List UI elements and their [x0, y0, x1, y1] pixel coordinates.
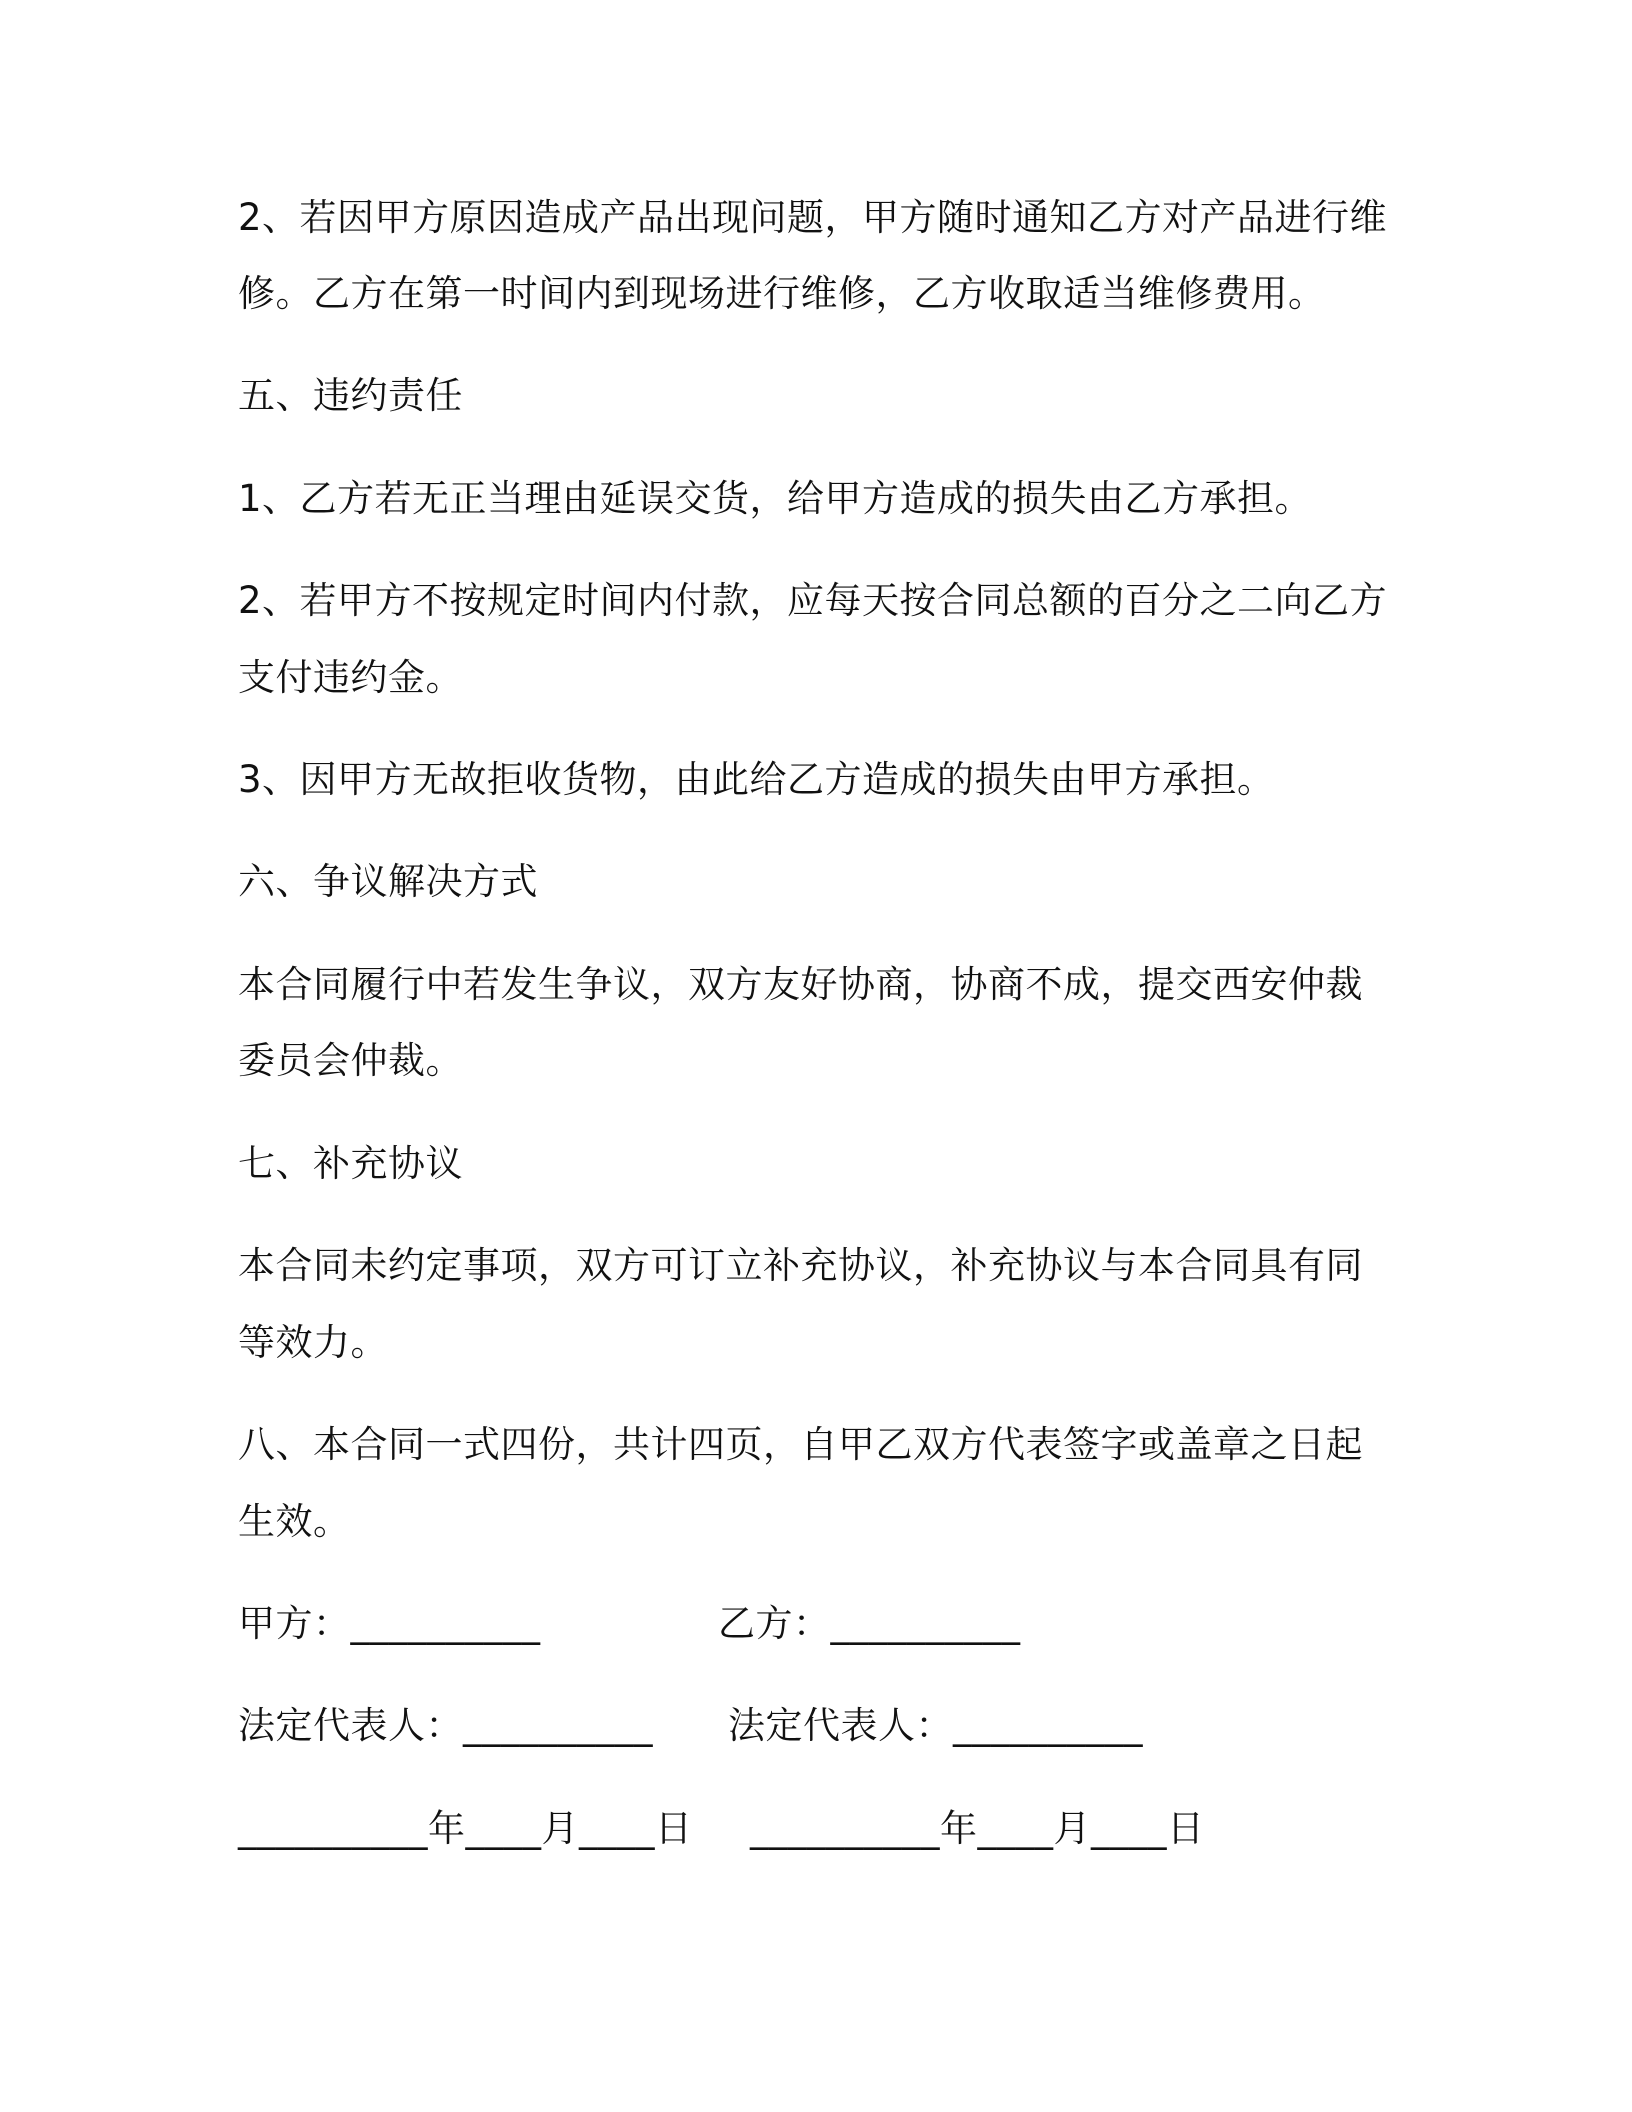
section-6-body-line-2: 委员会仲裁。: [238, 1039, 463, 1082]
section-7-body-line-1: 本合同未约定事项，双方可订立补充协议，补充协议与本合同具有同: [238, 1244, 1363, 1287]
clause-5-3: 3、因甲方无故拒收货物，由此给乙方造成的损失由甲方承担。: [238, 758, 1275, 801]
party-b-representative-line: 法定代表人：__________: [728, 1704, 1143, 1747]
party-a-date-line: __________年____月____日: [238, 1807, 693, 1850]
party-b-date-line: __________年____月____日: [750, 1807, 1205, 1850]
section-7-body-line-2: 等效力。: [238, 1321, 388, 1364]
clause-5-2-line-1: 2、若甲方不按规定时间内付款，应每天按合同总额的百分之二向乙方: [238, 579, 1388, 622]
party-a-representative-line: 法定代表人：__________: [238, 1704, 653, 1747]
section-8-line-1: 八、本合同一式四份，共计四页，自甲乙双方代表签字或盖章之日起: [238, 1423, 1363, 1466]
section-6-heading: 六、争议解决方式: [238, 860, 538, 903]
clause-5-2-line-2: 支付违约金。: [238, 656, 463, 699]
section-7-heading: 七、补充协议: [238, 1142, 463, 1185]
clause-5-1: 1、乙方若无正当理由延误交货，给甲方造成的损失由乙方承担。: [238, 477, 1313, 520]
party-b-signature-line: 乙方：__________: [718, 1602, 1021, 1645]
clause-4-2-line-1: 2、若因甲方原因造成产品出现问题，甲方随时通知乙方对产品进行维: [238, 196, 1388, 239]
party-a-signature-line: 甲方：__________: [238, 1602, 541, 1645]
section-5-heading: 五、违约责任: [238, 374, 463, 417]
section-6-body-line-1: 本合同履行中若发生争议，双方友好协商，协商不成，提交西安仲裁: [238, 963, 1363, 1006]
clause-4-2-line-2: 修。乙方在第一时间内到现场进行维修，乙方收取适当维修费用。: [238, 272, 1326, 315]
section-8-line-2: 生效。: [238, 1500, 351, 1543]
